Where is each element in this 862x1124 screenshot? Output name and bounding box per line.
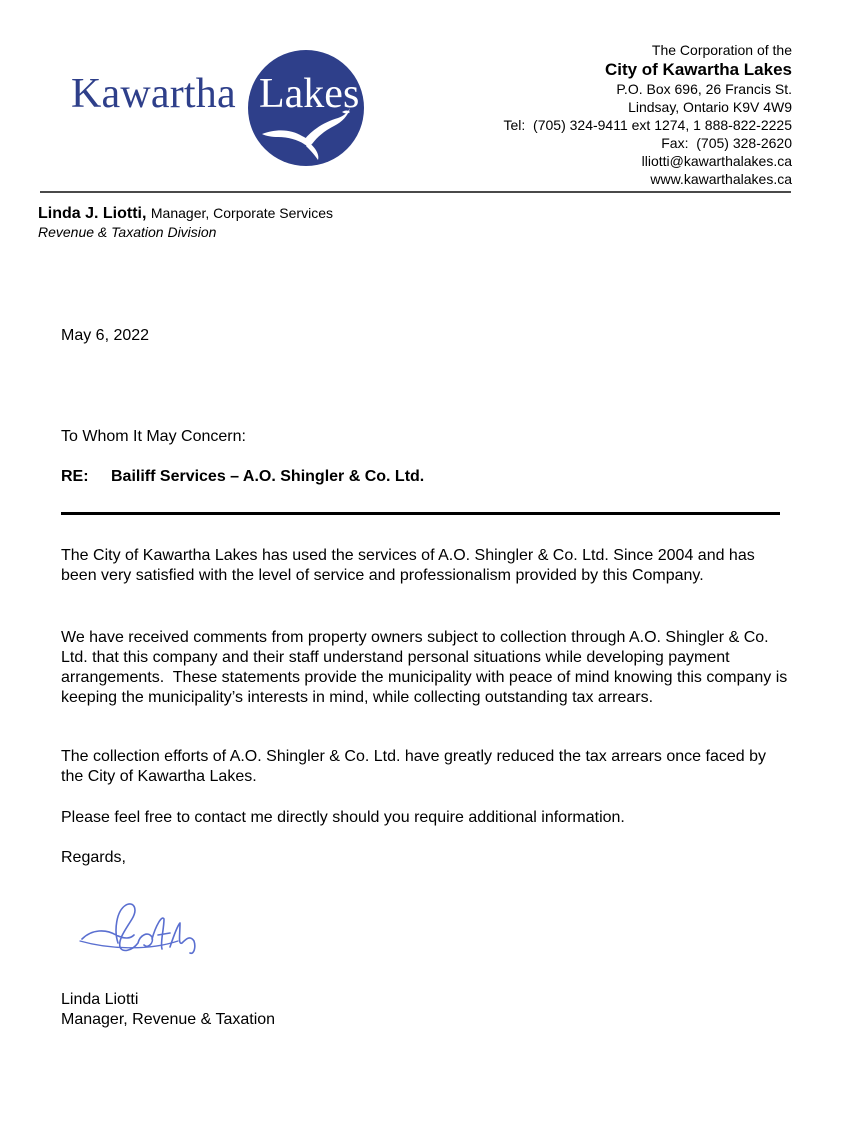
letterhead-address — [503, 41, 792, 188]
letter-date: May 6, 2022 — [61, 327, 150, 344]
signatory-title: Manager, Revenue & Taxation — [61, 1011, 276, 1028]
sender-name: Linda J. Liotti, — [38, 205, 147, 222]
paragraph: The City of Kawartha Lakes has used the services of A.O. Shingler & Co. Ltd. Since 2004 and has been very satisfied with the level of service and professionalism provided by this Company. — [61, 547, 755, 584]
subject-line — [61, 467, 791, 487]
header-divider — [40, 191, 791, 193]
email: lliotti@kawarthalakes.ca — [641, 153, 792, 169]
paragraph: The collection efforts of A.O. Shingler & Co. Ltd. have greatly reduced the tax arrears once faced by the City of Kawartha Lakes. — [61, 748, 766, 785]
salutation: To Whom It May Concern: — [61, 428, 246, 445]
subject-label: RE: — [61, 468, 89, 485]
signatory-name: Linda Liotti — [61, 991, 139, 1008]
closing: Regards, — [61, 849, 126, 866]
subject-text: Bailiff Services – A.O. Shingler & Co. Ltd. — [111, 468, 425, 485]
subject-divider — [61, 512, 780, 515]
fax: Fax: (705) 328-2620 — [661, 135, 792, 151]
sender-title: Manager, Corporate Services — [150, 205, 333, 221]
website: www.kawarthalakes.ca — [650, 171, 792, 187]
city-postal: Lindsay, Ontario K9V 4W9 — [628, 99, 792, 115]
signature-image — [78, 895, 218, 965]
org-line: The Corporation of the — [651, 42, 792, 58]
sender-division: Revenue & Taxation Division — [38, 224, 217, 240]
paragraph: Please feel free to contact me directly should you require additional information. — [61, 809, 625, 826]
telephone: Tel: (705) 324-9411 ext 1274, 1 888-822-2225 — [503, 117, 792, 133]
sender-block — [38, 205, 333, 240]
po-box: P.O. Box 696, 26 Francis St. — [616, 81, 792, 97]
logo-wordmark-lakes: Lakes — [259, 71, 360, 117]
logo-wordmark: Kawartha — [71, 71, 236, 117]
paragraph: We have received comments from property owners subject to collection through A.O. Shingler & Co. Ltd. that this company and their staff understand personal situations while developing payment arrangements. These statements provide the municipality with peace of mind knowing this company is keeping the municipality’s interests in mind, while collecting outstanding tax arrears. — [61, 629, 792, 706]
city-line: City of Kawartha Lakes — [604, 60, 792, 79]
